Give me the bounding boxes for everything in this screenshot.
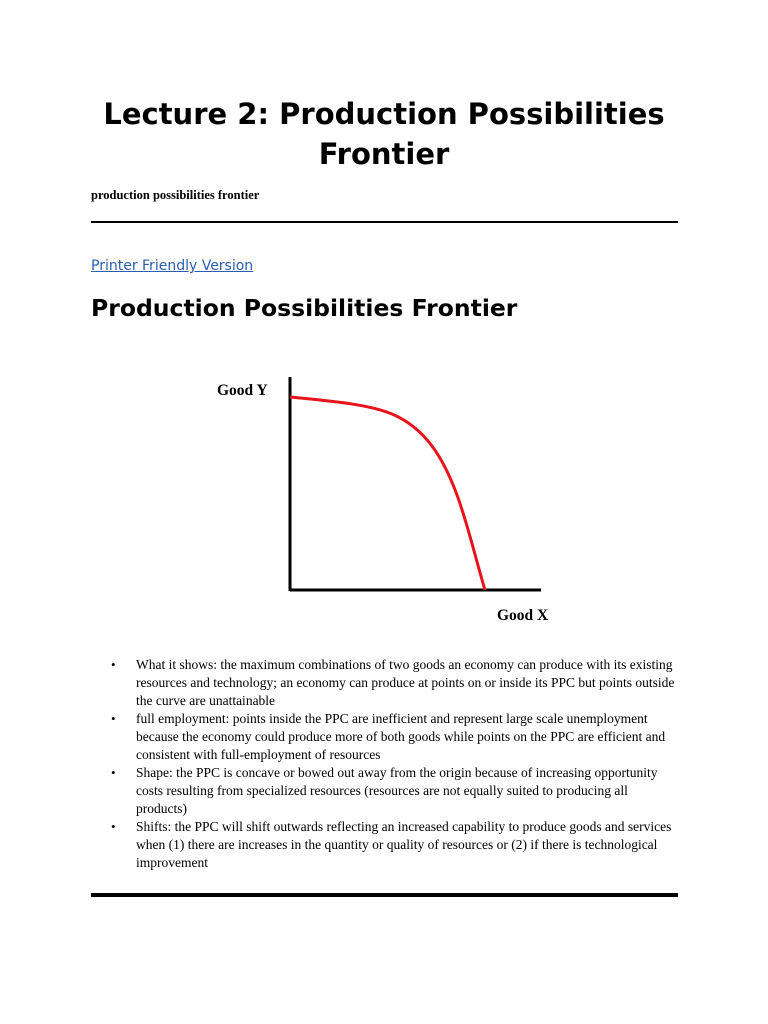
list-item (107, 656, 682, 710)
list-item-text: What it shows: the maximum combinations of two goods an economy can produce with its existing resources and technology; an economy can produce at points on or inside its PPC but points outside the curve are unattainable (136, 657, 675, 708)
bullet-icon: • (111, 765, 116, 780)
list-item-text: full employment: points inside the PPC are inefficient and represent large scale unemployment because the economy could produce more of both goods while points on the PPC are efficient and consistent with full-employment of resources (136, 711, 666, 762)
list-item-text: Shape: the PPC is concave or bowed out away from the origin because of increasing opportunity costs resulting from specialized resources (resources are not equally suited to producing all products) (136, 765, 658, 816)
list-item (107, 710, 682, 764)
ppf-curve (290, 397, 485, 590)
page-subtitle: production possibilities frontier (91, 188, 260, 202)
key-points-list (107, 656, 682, 872)
bottom-divider (91, 893, 678, 897)
list-item (107, 818, 682, 872)
list-item-text: Shifts: the PPC will shift outwards reflecting an increased capability to produce goods and services when (1) there are increases in the quantity or quality of resources or (2) if there is technological improvement (136, 819, 672, 870)
list-item (107, 764, 682, 818)
page-title: Lecture 2: Production Possibilities Frontier (103, 97, 665, 171)
x-axis-label: Good X (497, 607, 549, 624)
bullet-icon: • (111, 711, 116, 726)
y-axis-label: Good Y (217, 382, 268, 399)
bullet-icon: • (111, 657, 116, 672)
section-heading: Production Possibilities Frontier (91, 294, 518, 322)
printer-friendly-link[interactable]: Printer Friendly Version (91, 258, 254, 274)
bullet-icon: • (111, 819, 116, 834)
